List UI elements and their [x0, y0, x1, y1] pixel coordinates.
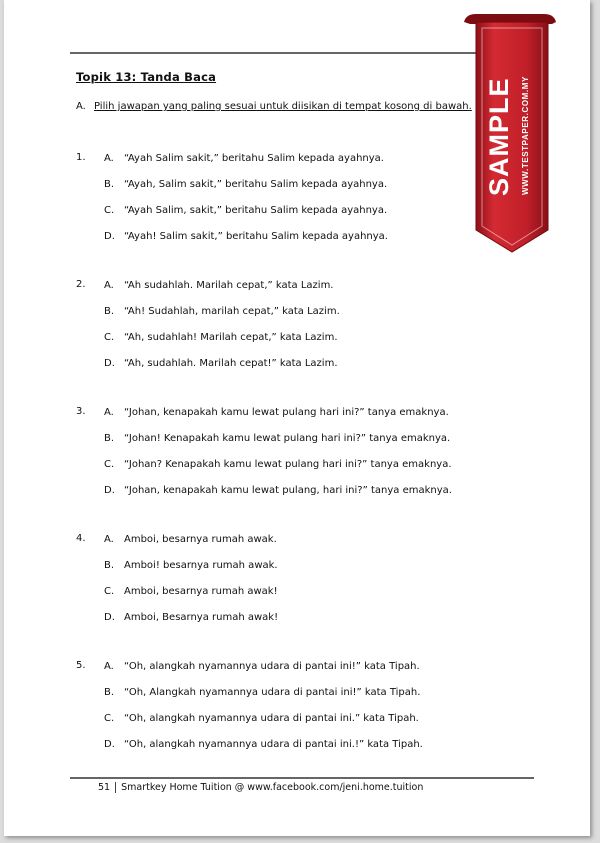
option-label: B.: [104, 179, 115, 190]
page-number: 51: [98, 782, 116, 793]
option-label: A.: [104, 407, 114, 418]
question-number: 5.: [76, 660, 86, 671]
instruction: [76, 101, 472, 112]
question-number: 1.: [76, 152, 86, 163]
sample-watermark-text: SAMPLE: [484, 77, 514, 196]
option-text: Amboi, besarnya rumah awak.: [124, 534, 277, 545]
question-number: 3.: [76, 406, 86, 417]
option-text: “Ayah! Salim sakit,” beritahu Salim kepada ayahnya.: [124, 231, 388, 242]
option-label: B.: [104, 560, 115, 571]
option-text: “Ah sudahlah. Marilah cepat,” kata Lazim.: [124, 280, 334, 291]
instruction-text: Pilih jawapan yang paling sesuai untuk diisikan di tempat kosong di bawah.: [94, 101, 472, 112]
option-label: C.: [104, 459, 115, 470]
option-label: D.: [104, 739, 115, 750]
footer-text: Smartkey Home Tuition @ www.facebook.com/jeni.home.tuition: [121, 782, 424, 793]
option-label: D.: [104, 231, 115, 242]
option-text: Amboi! besarnya rumah awak.: [124, 560, 278, 571]
option-text: “Johan! Kenapakah kamu lewat pulang hari ini?” tanya emaknya.: [124, 433, 451, 444]
option-label: D.: [104, 612, 115, 623]
option-text: “Ayah Salim, sakit,” beritahu Salim kepada ayahnya.: [124, 205, 388, 216]
option-label: A.: [104, 153, 114, 164]
option-text: “Johan? Kenapakah kamu lewat pulang hari ini?” tanya emaknya.: [124, 459, 452, 470]
option-text: “Ah, sudahlah! Marilah cepat,” kata Lazim.: [124, 332, 338, 343]
instruction-label: A.: [76, 101, 86, 112]
option-label: A.: [104, 534, 114, 545]
option-text: “Oh, Alangkah nyamannya udara di pantai ini!” kata Tipah.: [124, 687, 421, 698]
topic-title: Topik 13: Tanda Baca: [76, 70, 217, 84]
option-label: C.: [104, 332, 115, 343]
option-text: “Johan, kenapakah kamu lewat pulang, hari ini?” tanya emaknya.: [124, 485, 452, 496]
option-text: “Oh, alangkah nyamannya udara di pantai ini.” kata Tipah.: [124, 713, 419, 724]
option-label: C.: [104, 205, 115, 216]
option-label: D.: [104, 358, 115, 369]
option-text: Amboi, besarnya rumah awak!: [124, 586, 278, 597]
sample-watermark-url: WWW.TESTPAPER.COM.MY: [521, 76, 530, 195]
option-text: “Ayah, Salim sakit,” beritahu Salim kepada ayahnya.: [124, 179, 388, 190]
option-text: “Oh, alangkah nyamannya udara di pantai ini!” kata Tipah.: [124, 661, 420, 672]
option-label: B.: [104, 433, 115, 444]
option-label: A.: [104, 661, 114, 672]
option-label: B.: [104, 687, 115, 698]
footer-rule: [70, 777, 534, 779]
question-number: 2.: [76, 279, 86, 290]
page-footer: [98, 782, 423, 793]
option-text: “Ayah Salim sakit,” beritahu Salim kepada ayahnya.: [124, 153, 384, 164]
option-text: “Ah! Sudahlah, marilah cepat,” kata Lazim.: [124, 306, 340, 317]
option-text: Amboi, Besarnya rumah awak!: [124, 612, 279, 623]
option-label: C.: [104, 713, 115, 724]
option-text: “Ah, sudahlah. Marilah cepat!” kata Lazim.: [124, 358, 338, 369]
option-text: “Oh, alangkah nyamannya udara di pantai ini.!” kata Tipah.: [124, 739, 423, 750]
option-label: A.: [104, 280, 114, 291]
option-label: B.: [104, 306, 115, 317]
question-number: 4.: [76, 533, 86, 544]
option-label: D.: [104, 485, 115, 496]
option-text: “Johan, kenapakah kamu lewat pulang hari ini?” tanya emaknya.: [124, 407, 449, 418]
option-label: C.: [104, 586, 115, 597]
